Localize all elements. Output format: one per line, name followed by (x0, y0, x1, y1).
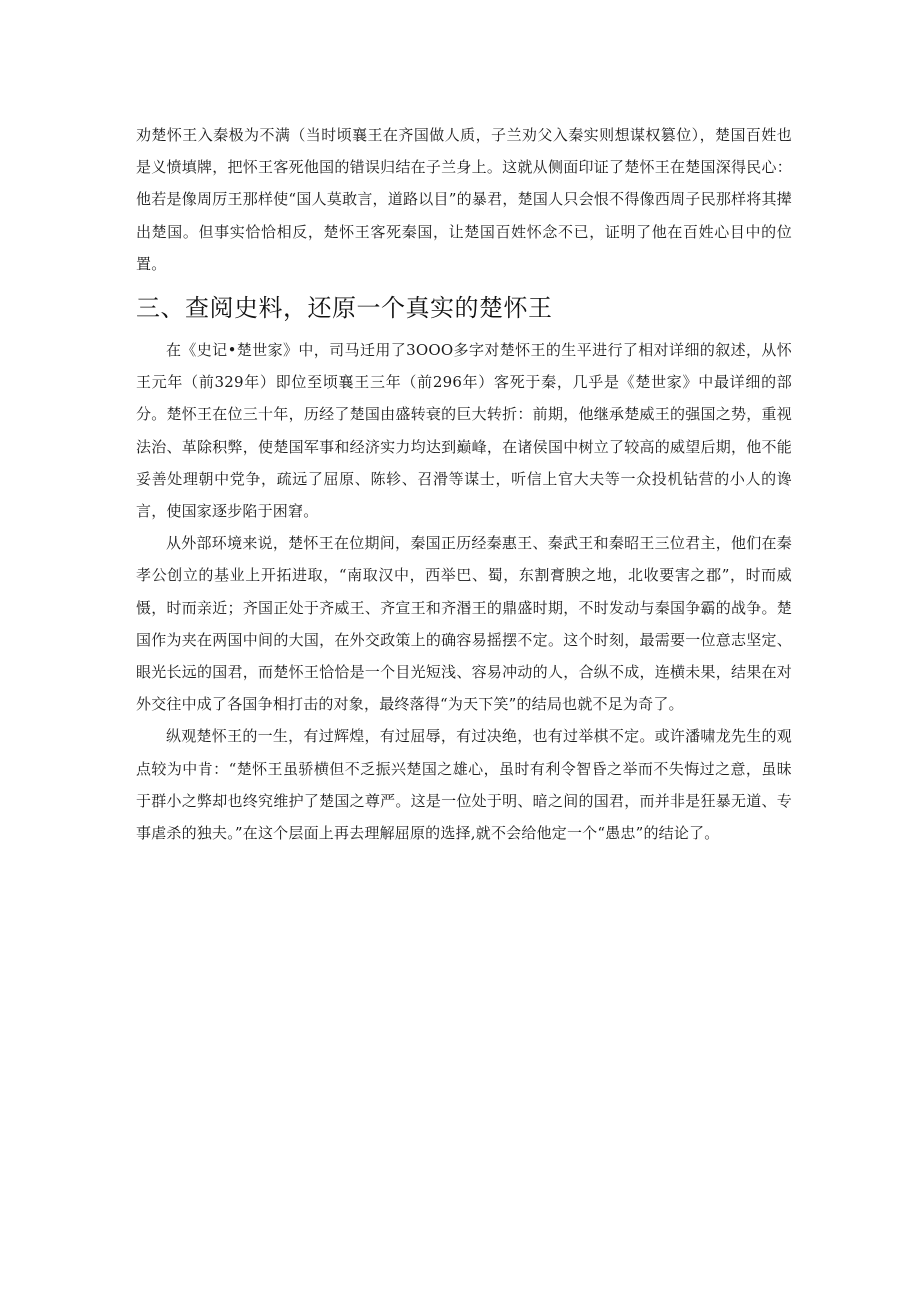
section-heading: 三、查阅史料，还原一个真实的楚怀王 (136, 294, 553, 323)
paragraph-external-environment: 从外部环境来说，楚怀王在位期间，秦国正历经秦惠王、秦武王和秦昭王三位君主，他们在秦孝公创立的基业上开拓进取，“南取汉中，西举巴、蜀，东割膏腴之地，北收要害之郡”，时而威慑，时而亲近；齐国正处于齐威王、齐宣王和齐湣王的鼎盛时期，不时发动与秦国争霸的战争。楚国作为夹在两国中间的大国，在外交政策上的确容易摇摆不定。这个时刻，最需要一位意志坚定、眼光长远的国君，而楚怀王恰恰是一个目光短浅、容易冲动的人，合纵不成，连横未果，结果在对外交往中成了各国争相打击的对象，最终落得“为天下笑”的结局也就不足为奇了。 (136, 534, 792, 714)
paragraph-continued: 劝楚怀王入秦极为不满（当时顷襄王在齐国做人质，子兰劝父入秦实则想谋权篡位），楚国百姓也是义愤填牌，把怀王客死他国的错误归结在子兰身上。这就从侧面印证了楚怀王在楚国深得民心：他若是像周厉王那样使“国人莫敢言，道路以目”的暴君，楚国人只会恨不得像西周子民那样将其撵出楚国。但事实恰恰相反，楚怀王客死秦国，让楚国百姓怀念不已，证明了他在百姓心目中的位置。 (136, 126, 792, 273)
paragraph-shiji: 在《史记•楚世家》中，司马迁用了3OOO多字对楚怀王的生平进行了相对详细的叙述，从怀王元年（前329年）即位至顷襄王三年（前296年）客死于秦，几乎是《楚世家》中最详细的部分。楚怀王在位三十年，历经了楚国由盛转衰的巨大转折：前期，他继承楚威王的强国之势，重视法治、革除积弊，使楚国军事和经济实力均达到巅峰，在诸侯国中树立了较高的威望后期，他不能妥善处理朝中党争，疏远了屈原、陈轸、召滑等谋士，听信上官大夫等一众投机钻营的小人的谗言，使国家逐步陷于困窘。 (136, 341, 792, 521)
paragraph-conclusion: 纵观楚怀王的一生，有过辉煌，有过屈辱，有过决绝，也有过举棋不定。或许潘啸龙先生的观点较为中肯：“楚怀王虽骄横但不乏振兴楚国之雄心，虽时有利令智昏之举而不失悔过之意，虽昧于群小之弊却也终究维护了楚国之尊严。这是一位处于明、暗之间的国君，而并非是狂暴无道、专事虐杀的独夫。”在这个层面上再去理解屈原的选择,就不会给他定一个“愚忠”的结论了。 (136, 727, 792, 843)
document-body (136, 119, 792, 849)
